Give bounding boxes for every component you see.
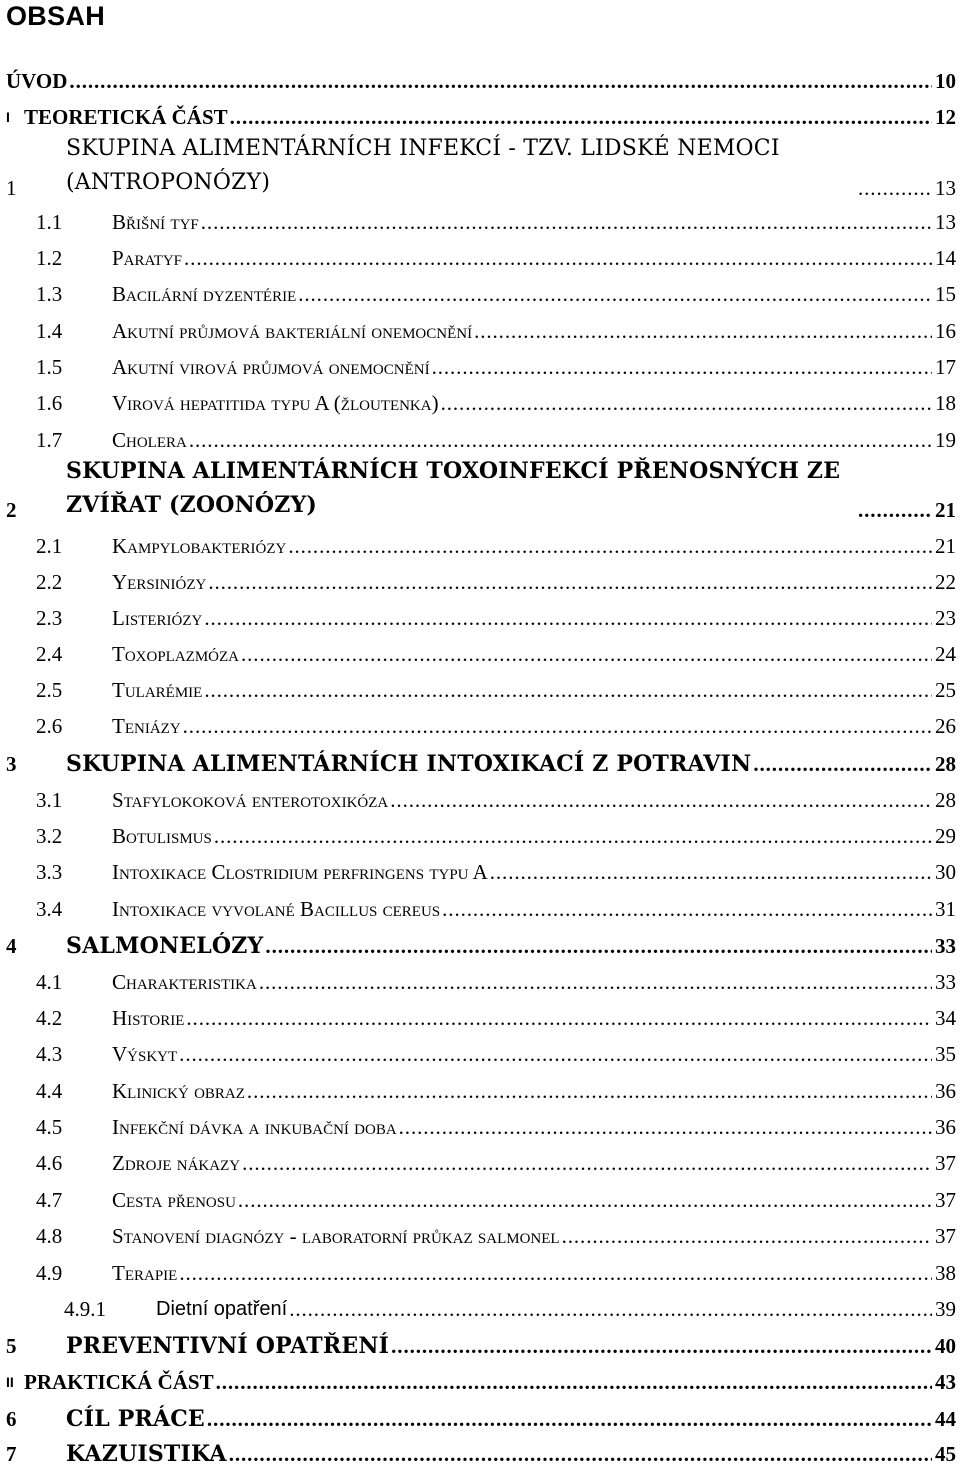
- toc-entry-title: Cesta přenosu: [112, 1188, 236, 1212]
- toc-entry-number: 1.1: [36, 210, 63, 234]
- toc-entry-page: 13: [935, 176, 956, 200]
- toc-entry-title: Cholera: [112, 428, 187, 452]
- toc-entry-page: 29: [935, 824, 956, 848]
- toc-entry-2-4[interactable]: [0, 636, 956, 666]
- toc-entry-4-6[interactable]: [0, 1145, 956, 1175]
- toc-entry-1-1[interactable]: [0, 204, 956, 234]
- toc-entry-title: Bacilární dyzentérie: [112, 282, 297, 306]
- dot-leader: [432, 355, 932, 379]
- dot-leader: [390, 788, 932, 812]
- toc-entry-title: Historie: [112, 1006, 185, 1030]
- toc-entry-page: 38: [935, 1261, 956, 1285]
- toc-entry-number: 1.3: [36, 282, 63, 306]
- dot-leader: [265, 934, 932, 958]
- dot-leader: [183, 714, 932, 738]
- toc-entry-title: Intoxikace vyvolané Bacillus cereus: [112, 897, 441, 921]
- toc-entry-page: 44: [935, 1407, 956, 1431]
- toc-entry-title: PREVENTIVNÍ OPATŘENÍ: [66, 1333, 390, 1359]
- toc-entry-number: 1.5: [36, 355, 63, 379]
- toc-entry-1-4[interactable]: [0, 313, 956, 343]
- toc-entry-number: 4.8: [36, 1224, 63, 1248]
- dot-leader: [242, 1151, 932, 1175]
- toc-entry-3-1[interactable]: [0, 782, 956, 812]
- toc-entry-4-8[interactable]: [0, 1218, 956, 1248]
- toc-entry-number: 4.2: [36, 1006, 63, 1030]
- toc-entry-title: Břišní tyf: [112, 210, 199, 234]
- toc-entry-page: 15: [935, 282, 956, 306]
- dot-leader: [298, 282, 932, 306]
- toc-entry-title: KAZUISTIKA: [66, 1441, 227, 1467]
- toc-entry-2-3[interactable]: [0, 600, 956, 630]
- toc-entry-title: Výskyt: [112, 1042, 178, 1066]
- toc-entry-4-4[interactable]: [0, 1073, 956, 1103]
- toc-entry-page: 12: [935, 105, 956, 129]
- toc-entry-title: Listeriózy: [112, 606, 203, 630]
- toc-entry-title: Botulismus: [112, 824, 212, 848]
- toc-entry-page: 28: [935, 752, 956, 776]
- dot-leader: [229, 1442, 932, 1466]
- dot-leader: [247, 1079, 932, 1103]
- toc-entry-page: 21: [935, 534, 956, 558]
- toc-entry-2-1[interactable]: [0, 528, 956, 558]
- toc-entry-number: 7: [6, 1442, 17, 1466]
- toc-entry-title: Klinický obraz: [112, 1079, 245, 1103]
- toc-entry-title: Stanovení diagnózy - laboratorní průkaz salmonel: [112, 1224, 560, 1248]
- toc-entry-page: 24: [935, 642, 956, 666]
- toc-entry-3-2[interactable]: [0, 818, 956, 848]
- toc-entry-page: 37: [935, 1151, 956, 1175]
- toc-entry-page: 31: [935, 897, 956, 921]
- toc-entry-2-2[interactable]: [0, 564, 956, 594]
- toc-entry-page: 28: [935, 788, 956, 812]
- toc-entry-page: 45: [935, 1442, 956, 1466]
- toc-entry-title: SALMONELÓZY: [66, 933, 264, 959]
- dot-leader: [186, 1006, 932, 1030]
- toc-entry-title: Akutní průjmová bakteriální onemocnění: [112, 319, 473, 343]
- dot-leader: [207, 1407, 932, 1431]
- toc-entry-page: 37: [935, 1188, 956, 1212]
- toc-entry-title: Paratyf: [112, 246, 183, 270]
- toc-entry-title: Charakteristika: [112, 970, 257, 994]
- toc-entry-1-2[interactable]: [0, 240, 956, 270]
- toc-entry-page: 40: [935, 1334, 956, 1358]
- toc-entry-number: 4.3: [36, 1042, 63, 1066]
- toc-entry-4-9[interactable]: [0, 1255, 956, 1285]
- toc-entry-number: 2.4: [36, 642, 63, 666]
- toc-entry-title: SKUPINA ALIMENTÁRNÍCH INTOXIKACÍ Z POTRAVIN: [66, 751, 752, 777]
- toc-entry-page: 10: [935, 69, 956, 93]
- toc-entry-number: 4.5: [36, 1115, 63, 1139]
- toc-entry-page: 36: [935, 1115, 956, 1139]
- toc-entry-page: 17: [935, 355, 956, 379]
- toc-entry-chapter-7[interactable]: [0, 1436, 956, 1466]
- toc-entry-title: Infekční dávka a inkubační doba: [112, 1115, 397, 1139]
- toc-entry-title: CÍL PRÁCE: [66, 1406, 205, 1432]
- toc-entry-1-5[interactable]: [0, 349, 956, 379]
- toc-entry-page: 25: [935, 678, 956, 702]
- toc-entry-page: 18: [935, 391, 956, 415]
- dot-leader: [214, 824, 932, 848]
- toc-entry-page: 14: [935, 246, 956, 270]
- toc-entry-page: 22: [935, 570, 956, 594]
- toc-entry-title: Teniázy: [112, 714, 181, 738]
- toc-entry-number: 1: [6, 176, 17, 200]
- dot-leader: [259, 970, 932, 994]
- toc-entry-number: 2.5: [36, 678, 63, 702]
- toc-entry-title: Kampylobakteriózy: [112, 534, 287, 558]
- toc-entry-page: 36: [935, 1079, 956, 1103]
- dot-leader: [230, 105, 932, 129]
- toc-entry-title: Virová hepatitida typu A (žloutenka): [112, 391, 439, 415]
- toc-entry-page: 35: [935, 1042, 956, 1066]
- dot-leader: [204, 606, 932, 630]
- dot-leader: [201, 210, 932, 234]
- toc-entry-4-7[interactable]: [0, 1182, 956, 1212]
- toc-entry-number: 1.7: [36, 428, 63, 452]
- toc-entry-4-9-1[interactable]: [0, 1291, 956, 1321]
- toc-entry-page: 13: [935, 210, 956, 234]
- toc-entry-page: 34: [935, 1006, 956, 1030]
- dot-leader: [179, 1042, 932, 1066]
- toc-entry-page: 16: [935, 319, 956, 343]
- toc-entry-number: 4.6: [36, 1151, 63, 1175]
- toc-entry-4-3[interactable]: [0, 1036, 956, 1066]
- toc-entry-title: SKUPINA ALIMENTÁRNÍCH TOXOINFEKCÍ PŘENOSNÝCH ZE ZVÍŘAT (ZOONÓZY): [66, 458, 841, 518]
- toc-entry-number: 3.3: [36, 860, 63, 884]
- toc-entry-4-2[interactable]: [0, 1000, 956, 1030]
- dot-leader: [69, 69, 932, 93]
- dot-leader: [179, 1261, 932, 1285]
- dot-leader: [184, 246, 932, 270]
- toc-entry-page: 26: [935, 714, 956, 738]
- toc-entry-page: 33: [935, 970, 956, 994]
- toc-entry-page: 33: [935, 934, 956, 958]
- toc-entry-number: 1.4: [36, 319, 63, 343]
- dot-leader: [208, 570, 932, 594]
- dot-leader: [189, 428, 932, 452]
- toc-entry-number: 3.4: [36, 897, 63, 921]
- toc-entry-page: 21: [935, 498, 956, 522]
- toc-entry-page: 19: [935, 428, 956, 452]
- toc-entry-number: 4.9: [36, 1261, 63, 1285]
- toc-entry-title: Zdroje nákazy: [112, 1151, 241, 1175]
- dot-leader: [474, 319, 932, 343]
- dot-leader: [753, 752, 932, 776]
- toc-entry-1-7[interactable]: [0, 422, 956, 452]
- dot-leader: [238, 1188, 932, 1212]
- toc-entry-title: Stafylokoková enterotoxikóza: [112, 788, 389, 812]
- dot-leader: [241, 642, 932, 666]
- toc-entry-number: 4.4: [36, 1079, 63, 1103]
- toc-entry-title: Akutní virová průjmová onemocnění: [112, 355, 430, 379]
- toc-entry-2-5[interactable]: [0, 672, 956, 702]
- toc-entry-number: 3.1: [36, 788, 63, 812]
- toc-entry-3-4[interactable]: [0, 891, 956, 921]
- toc-entry-chapter-3[interactable]: [0, 746, 956, 776]
- toc-entry-number: 4.9.1: [64, 1297, 106, 1321]
- toc-entry-2-6[interactable]: [0, 708, 956, 738]
- toc-entry-title: Intoxikace Clostridium perfringens typu A: [112, 860, 488, 884]
- dot-leader: [288, 534, 932, 558]
- dot-leader: [858, 498, 932, 522]
- toc-entry-number: 2.3: [36, 606, 63, 630]
- toc-entry-part-1[interactable]: [0, 99, 956, 129]
- toc-entry-page: 37: [935, 1224, 956, 1248]
- toc-entry-title: Tularémie: [112, 678, 203, 702]
- page-title: OBSAH: [6, 1, 106, 31]
- toc-entry-number: 2.2: [36, 570, 63, 594]
- toc-entry-title: Toxoplazmóza: [112, 642, 239, 666]
- dot-leader: [441, 391, 932, 415]
- toc-entry-uvod[interactable]: [0, 63, 956, 93]
- toc-entry-chapter-6[interactable]: [0, 1401, 956, 1431]
- dot-leader: [399, 1115, 932, 1139]
- toc-entry-page: 39: [935, 1297, 956, 1321]
- dot-leader: [858, 176, 932, 200]
- dot-leader: [289, 1297, 932, 1321]
- toc-entry-part-2[interactable]: [0, 1364, 956, 1394]
- dot-leader: [391, 1334, 932, 1358]
- toc-entry-4-1[interactable]: [0, 964, 956, 994]
- toc-entry-title: SKUPINA ALIMENTÁRNÍCH INFEKCÍ - TZV. LIDSKÉ NEMOCI (ANTROPONÓZY): [66, 136, 780, 195]
- toc-entry-number: 3: [6, 752, 17, 776]
- toc-entry-number: 2.1: [36, 534, 63, 558]
- toc-entry-title: PRAKTICKÁ ČÁST: [24, 1370, 214, 1394]
- toc-entry-chapter-4[interactable]: [0, 928, 956, 958]
- dot-leader: [204, 678, 932, 702]
- toc-entry-chapter-1[interactable]: [0, 136, 956, 200]
- toc-entry-title: Terapie: [112, 1261, 178, 1285]
- toc-entry-title: Yersiniózy: [112, 570, 207, 594]
- toc-entry-page: 30: [935, 860, 956, 884]
- toc-entry-page: 43: [935, 1370, 956, 1394]
- dot-leader: [490, 860, 932, 884]
- toc-entry-chapter-5[interactable]: [0, 1328, 956, 1358]
- toc-entry-number: 3.2: [36, 824, 63, 848]
- toc-entry-number: 4.7: [36, 1188, 63, 1212]
- toc-entry-number: 2.6: [36, 714, 63, 738]
- toc-entry-number: 6: [6, 1407, 17, 1431]
- toc-entry-number: I: [6, 109, 10, 125]
- toc-entry-number: 1.2: [36, 246, 63, 270]
- toc-entry-number: 5: [6, 1334, 17, 1358]
- toc-entry-number: 1.6: [36, 391, 63, 415]
- toc-entry-number: 4: [6, 934, 17, 958]
- toc-entry-number: 2: [6, 498, 17, 522]
- toc-entry-1-6[interactable]: [0, 385, 956, 415]
- dot-leader: [442, 897, 932, 921]
- dot-leader: [216, 1370, 932, 1394]
- toc-entry-page: 23: [935, 606, 956, 630]
- toc-entry-number: 4.1: [36, 970, 63, 994]
- toc-entry-title: TEORETICKÁ ČÁST: [24, 105, 228, 129]
- toc-entry-title: ÚVOD: [6, 69, 68, 93]
- toc-entry-title: Dietní opatření: [156, 1298, 288, 1320]
- toc-entry-3-3[interactable]: [0, 854, 956, 884]
- dot-leader: [562, 1224, 932, 1248]
- toc-entry-4-5[interactable]: [0, 1109, 956, 1139]
- toc-entry-chapter-2[interactable]: [0, 458, 956, 522]
- toc-entry-1-3[interactable]: [0, 276, 956, 306]
- toc-entry-number: II: [6, 1374, 14, 1390]
